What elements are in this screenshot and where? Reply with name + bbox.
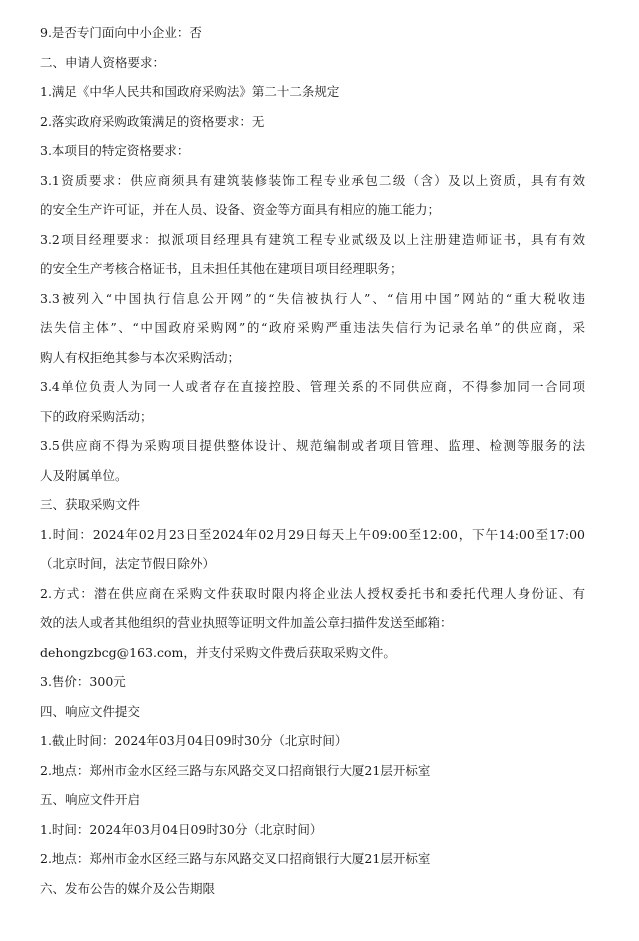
text-line: 2.方式：潜在供应商在采购文件获取时限内将企业法人授权委托书和委托代理人身份证、有 xyxy=(40,585,585,601)
text-line: 的安全生产许可证，并在人员、设备、资金等方面具有相应的施工能力； xyxy=(40,202,441,217)
text-line: 1.满足《中华人民共和国政府采购法》第二十二条规定 xyxy=(40,84,340,99)
text-line: 2.落实政府采购政策满足的资格要求：无 xyxy=(40,113,265,129)
text-line: 3.售价：300元 xyxy=(40,674,126,689)
section-heading: 二、申请人资格要求： xyxy=(40,54,166,70)
text-line: 的安全生产考核合格证书，且未担任其他在建项目项目经理职务； xyxy=(40,261,403,276)
section-heading: 三、获取采购文件 xyxy=(40,497,141,512)
text-line: 3.3被列入“中国执行信息公开网”的“失信被执行人”、“信用中国”网站的“重大税收违 xyxy=(40,290,585,306)
text-line: 3.1资质要求：供应商须具有建筑装修装饰工程专业承包二级（含）及以上资质，具有有效 xyxy=(40,172,585,188)
text-line: 法失信主体”、“中国政府采购网”的“政府采购严重违法失信行为记录名单”的供应商，采 xyxy=(40,320,585,335)
text-line: 1.时间：2024年02月23日至2024年02月29日每天上午09:00至12:00，下午14:00至17:00 xyxy=(40,526,585,542)
text-line: 9.是否专门面向中小企业：否 xyxy=(40,25,202,40)
text-line: 效的法人或者其他组织的营业执照等证明文件加盖公章扫描件发送至邮箱： xyxy=(40,615,453,630)
text-line: 购人有权拒绝其参与本次采购活动； xyxy=(40,349,241,365)
text-line: 1.时间：2024年03月04日09时30分（北京时间） xyxy=(40,821,323,837)
text-line: （北京时间，法定节假日除外） xyxy=(40,556,216,571)
section-heading: 四、响应文件提交 xyxy=(40,703,141,719)
text-line: 3.4单位负责人为同一人或者存在直接控股、管理关系的不同供应商，不得参加同一合同项 xyxy=(40,379,585,394)
text-line: 2.地点：郑州市金水区经三路与东风路交叉口招商银行大厦21层开标室 xyxy=(40,762,431,778)
text-line: 下的政府采购活动； xyxy=(40,408,153,424)
section-heading: 五、响应文件开启 xyxy=(40,792,141,807)
text-line: 3.5供应商不得为采购项目提供整体设计、规范编制或者项目管理、监理、检测等服务的法 xyxy=(40,438,585,453)
section-heading: 六、发布公告的媒介及公告期限 xyxy=(40,880,216,896)
text-line: 2.地点：郑州市金水区经三路与东风路交叉口招商银行大厦21层开标室 xyxy=(40,851,431,866)
text-line: 3.2项目经理要求：拟派项目经理具有建筑工程专业贰级及以上注册建造师证书，具有有效 xyxy=(40,231,585,247)
text-line: 3.本项目的特定资格要求： xyxy=(40,143,190,158)
email-text-line: dehongzbcg@163.com，并支付采购文件费后获取采购文件。 xyxy=(40,644,396,660)
text-line: 人及附属单位。 xyxy=(40,467,128,483)
text-line: 1.截止时间：2024年03月04日09时30分（北京时间） xyxy=(40,733,348,748)
